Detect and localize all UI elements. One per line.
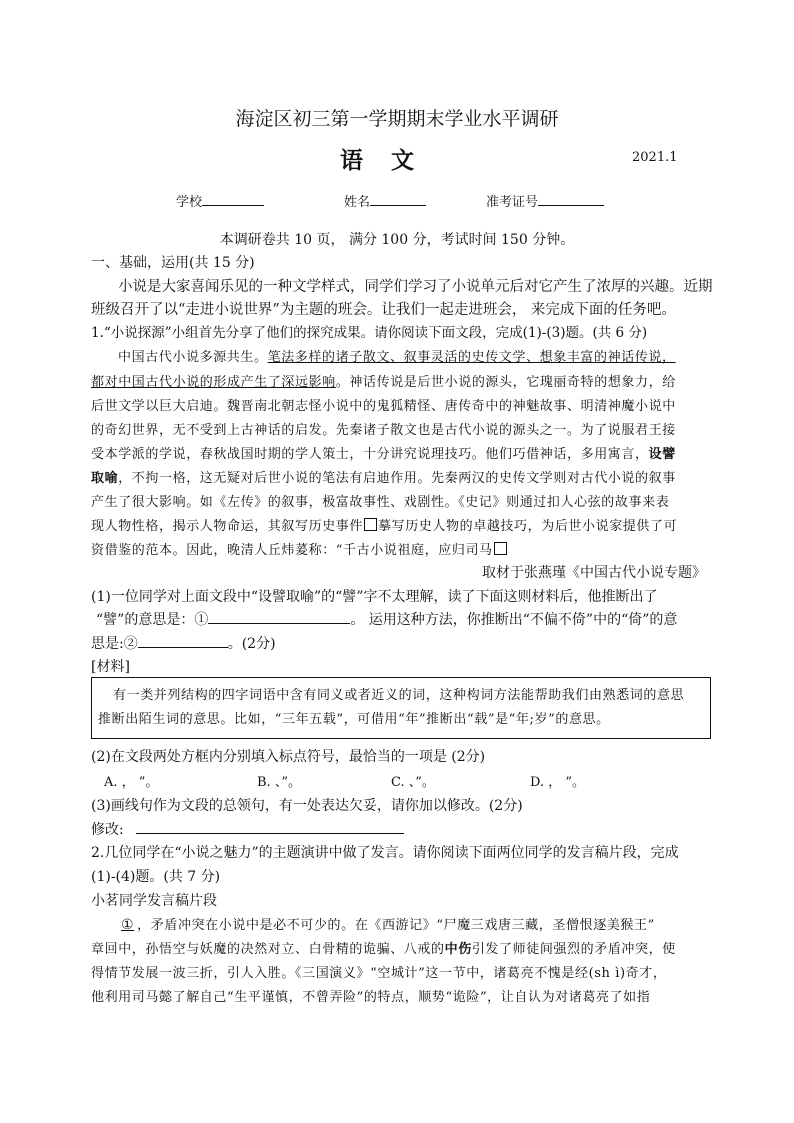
question-text: “譬”的意思是：① [96,612,209,628]
punctuation-box-1[interactable] [364,518,377,531]
passage-text: 受本学派的学说，春秋战国时期的学人策士，十分讲究说理技巧。他们巧借神话，多用寓言， [91,447,649,462]
passage-text: 摹写历史人物的卓越技巧，为后世小说家提供了可 [378,519,678,534]
speech-line-4: 他利用司马懿了解自己“生平谨慎，不曾弄险”的特点，顺势“诡险”，让自认为对诸葛亮了如指 [91,990,651,1005]
material-line-1: 有一类并列结构的四字词语中含有同义或者近义的词，这种构词方法能帮助我们由熟悉词的意思 [113,688,685,703]
speech-text: 引发了师徒间强烈的矛盾冲突，使 [471,942,676,957]
school-label: 学校 [176,195,203,210]
passage-line-9 [91,539,508,558]
school-field[interactable] [176,191,264,210]
revise-field[interactable] [91,819,404,839]
question-1-1-line-2 [96,609,677,629]
exam-note: 本调研卷共 10 页， 满分 100 分，考试时间 150 分钟。 [219,232,575,248]
question-1: 1.“小说探源”小组首先分享了他们的探究成果。请你阅读下面文段，完成(1)-(3)题。(共 6 分) [91,325,648,341]
option-a[interactable]: A. ， ”。 [104,775,159,790]
answer-blank-1[interactable] [208,609,350,624]
passage-text: 。神话传说是后世小说的源头，它瑰丽奇特的想象力，给 [335,375,676,390]
name-label: 姓名 [344,195,371,210]
exam-id-blank[interactable] [538,191,604,206]
passage-line-6 [91,467,676,486]
passage-text: ，不拘一格，这无疑对后世小说的笔法有启迪作用。先秦两汉的史传文学则对古代小说的叙事 [118,471,676,486]
punctuation-box-2[interactable] [494,542,507,555]
option-b[interactable]: B. 、”。 [257,775,301,790]
passage-line-3: 后世文学以巨大启迪。魏晋南北朝志怪小说中的鬼狐精怪、唐传奇中的神魅故事、明清神魔小说中 [91,399,676,414]
question-1-3: (3)画线句作为文段的总领句，有一处表达欠妥，请你加以修改。(2分) [91,798,523,814]
school-blank[interactable] [202,191,264,206]
revise-blank[interactable] [136,819,404,834]
passage-line-8 [91,515,677,534]
passage-text: 资借鉴的范本。因此，晚清人丘炜萲称：“千古小说祖庭，应归司马 [91,543,493,558]
exam-id-label: 准考证号 [486,195,539,210]
option-d[interactable]: D. ， ”。 [530,775,586,790]
question-1-2: (2)在文段两处方框内分别填入标点符号，最恰当的一项是 (2分) [91,749,486,765]
intro-line-2: 班级召开了以“走进小说世界”为主题的班会。让我们一起走进班会， 来完成下面的任务吧。 [91,302,676,318]
source-citation: 取材于张燕瑾《中国古代小说专题》 [482,565,706,581]
answer-blank-2[interactable] [138,633,228,648]
material-line-2: 推断出陌生词的意思。比如，“三年五载”，可借用“年”推断出“载”是“年;岁”的意思。 [98,712,610,727]
option-c[interactable]: C. 、”。 [391,775,435,790]
speech-text: 章回中，孙悟空与妖魔的决然对立、白骨精的诡骗、八戒的 [91,942,445,957]
question-1-1-line-1: (1)一位同学对上面文段中“设譬取喻”的“譬”字不太理解，读了下面这则材料后，他推断出了 [91,589,658,605]
subject-title: 语文 [340,147,442,174]
speech-text: ，矛盾冲突在小说中是必不可少的。在《西游记》“尸魔三戏唐三藏，圣僧恨逐美猴王” [137,918,655,933]
intro-line-1: 小说是大家喜闻乐见的一种文学样式，同学们学习了小说单元后对它产生了浓厚的兴趣。近期 [118,279,713,295]
speech-line-1 [118,914,655,933]
passage-text: 现人物性格，揭示人物命运，其叙写历史事件 [91,519,364,534]
speech-line-2 [91,938,676,957]
passage-line-4: 的奇幻世界，无不受到上古神话的启发。先秦诸子散文也是古代小说的源头之一。为了说服君王接 [91,423,676,438]
passage-text: 中国古代小说多源共生。 [118,350,268,365]
question-2-line-1: 2.几位同学在“小说之魅力”的主题演讲中做了发言。请你阅读下面两位同学的发言稿片段，完成 [91,845,679,861]
bold-term: 设譬 [648,447,676,462]
material-label: [材料] [91,659,130,675]
passage-line-5 [91,443,676,462]
speaker-title: 小茗同学发言稿片段 [91,893,217,909]
answer-slot-1[interactable]: ① [121,917,135,933]
exam-year: 2021.1 [632,150,678,165]
underlined-topic-sentence: 笔法多样的诸子散文、叙事灵活的史传文学、想象丰富的神话传说， [267,350,676,365]
question-text: 。(2分) [227,636,276,652]
name-field[interactable] [344,191,426,210]
passage-line-1 [118,346,676,365]
bold-term: 中伤 [444,942,472,957]
speech-line-3: 得情节发展一波三折，引人入胜。《三国演义》“空城计”这一节中，诸葛亮不愧是经(sh ì)奇才， [91,966,667,981]
passage-line-2 [91,371,676,390]
revise-label: 修改: [91,822,124,838]
bold-term: 取喻 [91,471,119,486]
name-blank[interactable] [370,191,426,206]
question-2-line-2: (1)-(4)题。(共 7 分) [91,869,221,885]
passage-line-7: 产生了很大影响。如《左传》的叙事，极富故事性、戏剧性。《史记》则通过扣人心弦的故事来表 [91,495,670,510]
section-heading: 一、基础，运用(共 15 分) [91,255,255,271]
underlined-topic-sentence-end: 都对中国古代小说的形成产生了深远影响 [91,375,336,390]
question-text: 。 运用这种方法，你推断出“不偏不倚”中的“倚”的意 [350,612,678,628]
exam-id-field[interactable] [486,191,604,210]
exam-title: 海淀区初三第一学期期末学业水平调研 [235,108,559,130]
question-1-1-line-3 [91,633,276,653]
question-text: 思是:② [91,636,138,652]
